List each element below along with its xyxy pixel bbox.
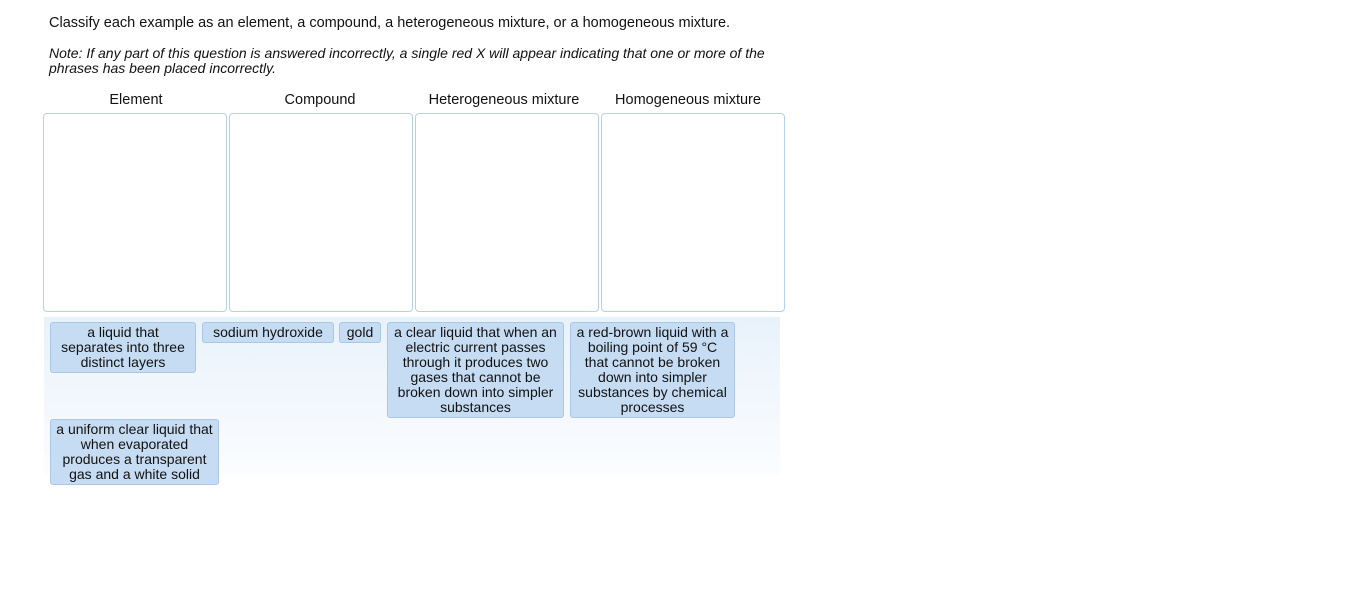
drop-zone-element[interactable] (43, 113, 227, 312)
question-note: Note: If any part of this question is answered incorrectly, a single red X will appear indicating that one or more of the phrases has been placed incorrectly. (49, 45, 765, 76)
category-header-element: Element (109, 92, 163, 108)
phrase-chip-clear-liquid-electric[interactable]: a clear liquid that when an electric current passes through it produces two gases that cannot be broken down into simpler substances (387, 322, 564, 418)
drop-zone-compound[interactable] (229, 113, 413, 312)
phrase-chip-gold[interactable]: gold (339, 322, 381, 343)
drop-zone-homogeneous[interactable] (601, 113, 785, 312)
phrase-chip-uniform-clear-liquid[interactable]: a uniform clear liquid that when evaporated produces a transparent gas and a white solid (50, 419, 219, 485)
category-headers (44, 92, 780, 108)
category-header-compound: Compound (284, 92, 356, 108)
phrase-chip-three-layers[interactable]: a liquid that separates into three distinct layers (50, 322, 196, 373)
drop-zones (43, 113, 785, 312)
drop-zone-heterogeneous[interactable] (415, 113, 599, 312)
phrase-chip-sodium-hydroxide[interactable]: sodium hydroxide (202, 322, 334, 343)
question-instruction: Classify each example as an element, a compound, a heterogeneous mixture, or a homogeneous mixture. (49, 15, 731, 31)
category-header-heterogeneous: Heterogeneous mixture (428, 92, 580, 108)
category-header-homogeneous: Homogeneous mixture (615, 92, 761, 108)
phrase-chip-red-brown-liquid[interactable]: a red-brown liquid with a boiling point of 59 °C that cannot be broken down into simpler substances by chemical processes (570, 322, 735, 418)
